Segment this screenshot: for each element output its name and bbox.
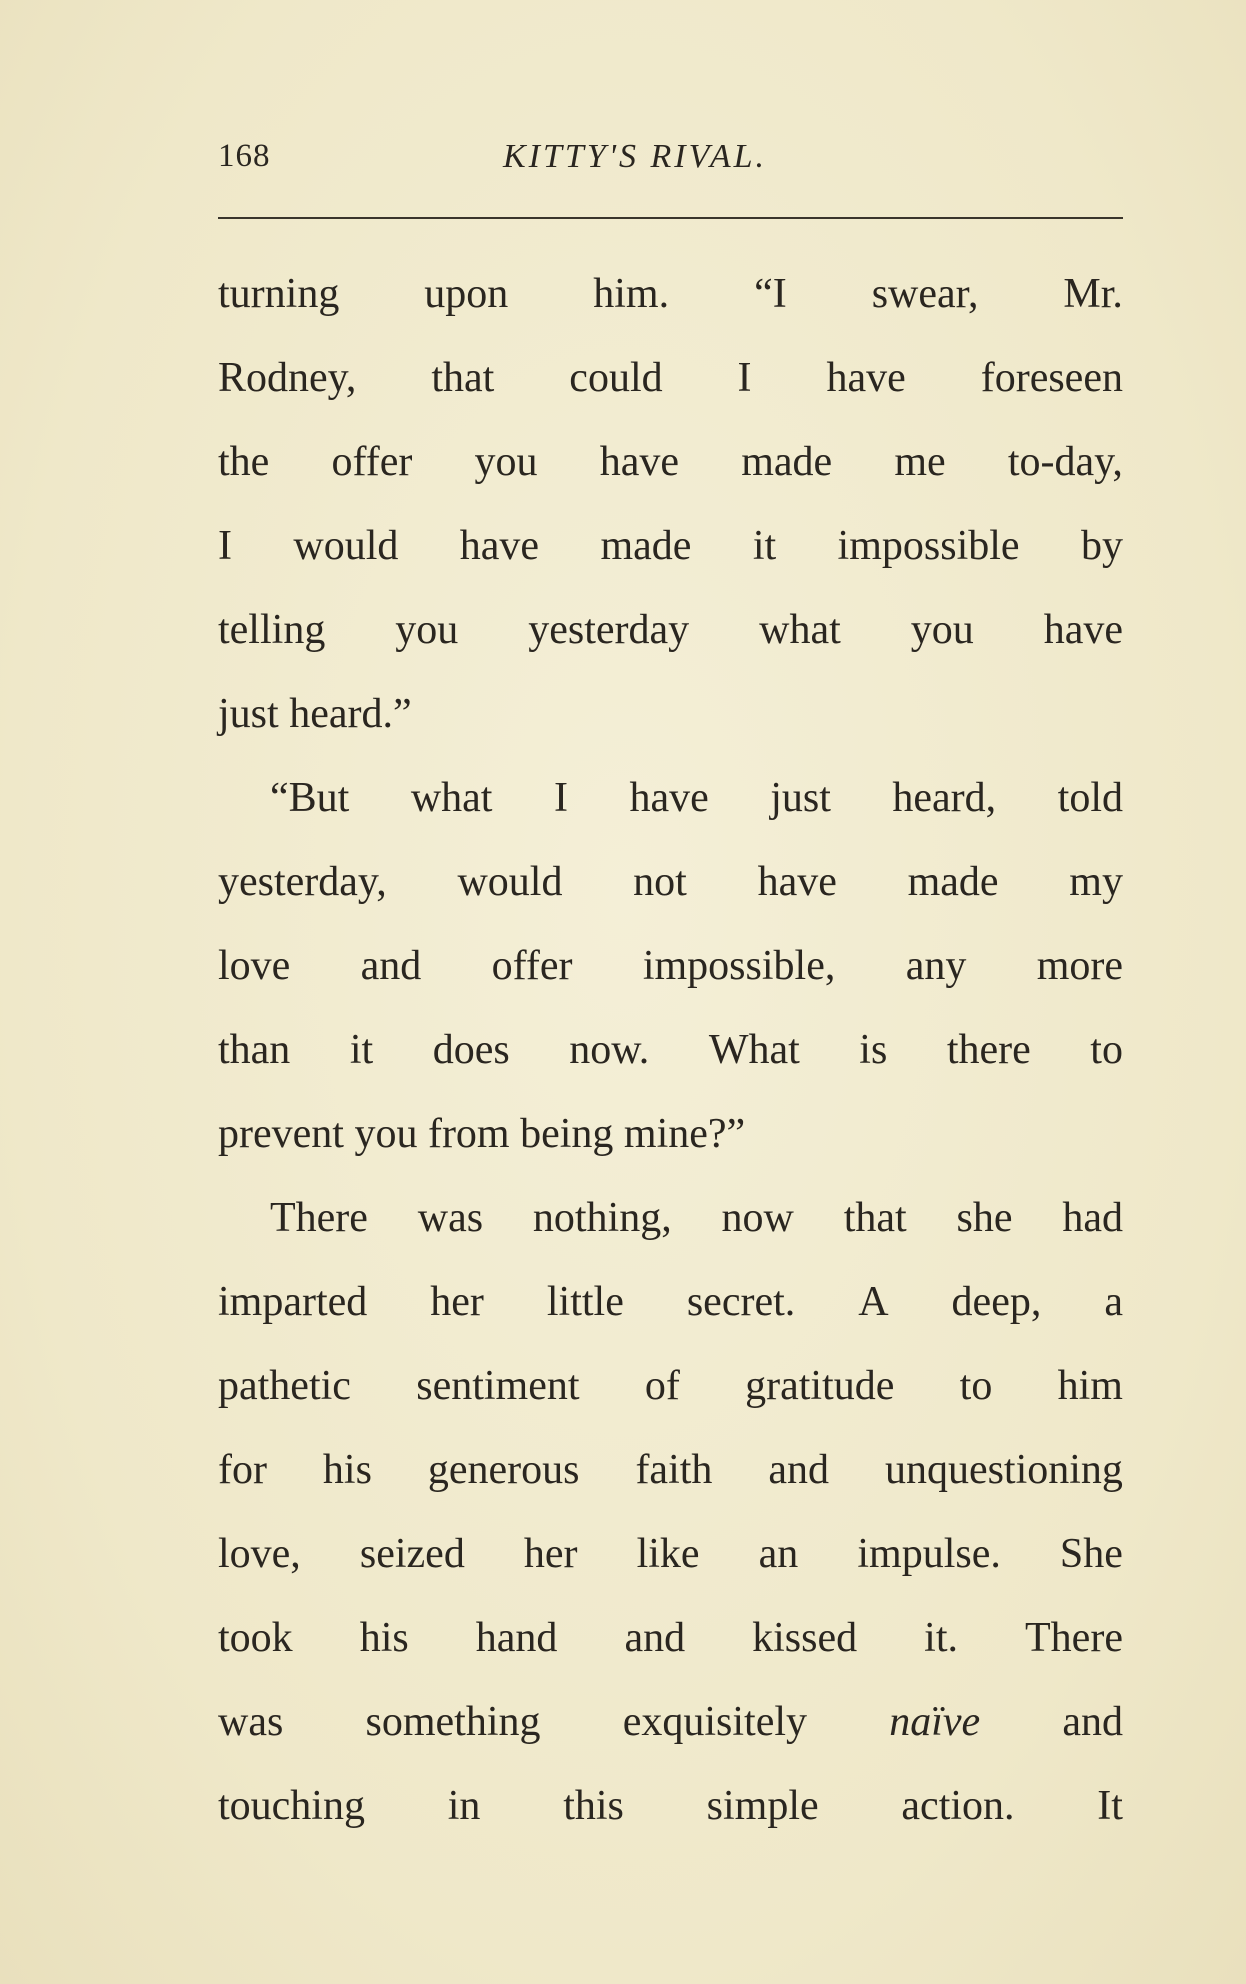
word: had bbox=[1062, 1195, 1123, 1241]
text-line bbox=[218, 1764, 1123, 1848]
word: have bbox=[629, 775, 709, 821]
word: offer bbox=[331, 439, 413, 485]
word: upon bbox=[424, 271, 509, 317]
word: and bbox=[1062, 1699, 1123, 1745]
word: of bbox=[644, 1363, 680, 1409]
word: you bbox=[474, 439, 538, 485]
word: you bbox=[910, 607, 974, 653]
word: hand bbox=[475, 1615, 558, 1661]
word: told bbox=[1057, 775, 1123, 821]
word: yesterday bbox=[528, 607, 690, 653]
word: would bbox=[293, 523, 399, 569]
word: to-day, bbox=[1007, 439, 1123, 485]
word: could bbox=[569, 355, 663, 401]
word: She bbox=[1059, 1531, 1123, 1577]
text-line bbox=[218, 1596, 1123, 1680]
word: any bbox=[905, 943, 967, 989]
word: have bbox=[1043, 607, 1123, 653]
text-line bbox=[218, 924, 1123, 1008]
word: prevent bbox=[218, 1111, 344, 1157]
word: foreseen bbox=[980, 355, 1123, 401]
word: have bbox=[599, 439, 680, 485]
word: she bbox=[956, 1195, 1013, 1241]
word: something bbox=[365, 1699, 541, 1745]
word: Mr. bbox=[1063, 271, 1123, 317]
word: you bbox=[354, 1111, 418, 1157]
word: the bbox=[218, 439, 270, 485]
word: I bbox=[218, 523, 232, 569]
text-line bbox=[218, 252, 1123, 336]
word: turning bbox=[218, 271, 340, 317]
word: I bbox=[737, 355, 752, 401]
word: It bbox=[1097, 1783, 1123, 1829]
word: yesterday, bbox=[218, 859, 387, 905]
text-line bbox=[218, 1008, 1123, 1092]
word: made bbox=[907, 859, 999, 905]
word: love, bbox=[218, 1531, 301, 1577]
word: impossible, bbox=[642, 943, 836, 989]
word: heard, bbox=[892, 775, 997, 821]
word: him. bbox=[593, 271, 670, 317]
word: this bbox=[563, 1783, 624, 1829]
word: little bbox=[546, 1279, 624, 1325]
word: “I bbox=[754, 271, 787, 317]
text-line bbox=[218, 840, 1123, 924]
word: is bbox=[859, 1027, 888, 1073]
word: generous bbox=[427, 1447, 580, 1493]
word: made bbox=[600, 523, 692, 569]
word: offer bbox=[491, 943, 573, 989]
word: that bbox=[843, 1195, 907, 1241]
word: that bbox=[431, 355, 495, 401]
page-number: 168 bbox=[218, 138, 271, 174]
word: exquisitely bbox=[622, 1699, 808, 1745]
text-line bbox=[218, 756, 1123, 840]
word: by bbox=[1080, 523, 1123, 569]
word: secret. bbox=[686, 1279, 796, 1325]
word: made bbox=[741, 439, 833, 485]
word: touching bbox=[218, 1783, 365, 1829]
word: have bbox=[757, 859, 837, 905]
word: was bbox=[417, 1195, 484, 1241]
word: action. bbox=[901, 1783, 1015, 1829]
word: not bbox=[633, 859, 687, 905]
text-line bbox=[218, 1428, 1123, 1512]
word: does bbox=[432, 1027, 510, 1073]
word: A bbox=[858, 1279, 889, 1325]
word: deep, bbox=[951, 1279, 1042, 1325]
word: from bbox=[427, 1111, 510, 1157]
word: his bbox=[359, 1615, 409, 1661]
word: swear, bbox=[871, 271, 979, 317]
word: There bbox=[270, 1195, 368, 1241]
word: I bbox=[553, 775, 568, 821]
word: being bbox=[520, 1111, 614, 1157]
word: him bbox=[1057, 1363, 1123, 1409]
word: unquestioning bbox=[884, 1447, 1123, 1493]
word: it bbox=[349, 1027, 374, 1073]
word: kissed bbox=[752, 1615, 858, 1661]
word: just bbox=[218, 691, 279, 737]
word: to bbox=[959, 1363, 993, 1409]
word: naïve bbox=[889, 1699, 981, 1745]
word: There bbox=[1025, 1615, 1123, 1661]
word: my bbox=[1069, 859, 1123, 905]
word: have bbox=[459, 523, 540, 569]
word: impulse. bbox=[857, 1531, 1001, 1577]
word: her bbox=[430, 1279, 484, 1325]
word: simple bbox=[706, 1783, 819, 1829]
word: just bbox=[770, 775, 831, 821]
text-line bbox=[218, 1680, 1123, 1764]
word: telling bbox=[218, 607, 326, 653]
word: and bbox=[624, 1615, 686, 1661]
word: now. bbox=[569, 1027, 650, 1073]
running-head bbox=[218, 138, 1123, 188]
word: have bbox=[826, 355, 906, 401]
word: heard.” bbox=[289, 691, 412, 737]
text-line bbox=[218, 1176, 1123, 1260]
word: was bbox=[218, 1699, 284, 1745]
word: would bbox=[457, 859, 563, 905]
word: pathetic bbox=[218, 1363, 351, 1409]
text-line bbox=[218, 1344, 1123, 1428]
text-line bbox=[218, 588, 1123, 672]
word: it. bbox=[924, 1615, 958, 1661]
word: his bbox=[322, 1447, 372, 1493]
running-title: KITTY'S RIVAL. bbox=[503, 138, 768, 175]
word: like bbox=[636, 1531, 700, 1577]
word: what bbox=[410, 775, 493, 821]
word: an bbox=[758, 1531, 799, 1577]
word: and bbox=[360, 943, 422, 989]
text-line bbox=[218, 336, 1123, 420]
word: now bbox=[721, 1195, 794, 1241]
word: you bbox=[395, 607, 459, 653]
header-rule bbox=[218, 217, 1123, 219]
word: sentiment bbox=[416, 1363, 580, 1409]
word: and bbox=[768, 1447, 829, 1493]
word: than bbox=[218, 1027, 291, 1073]
word: a bbox=[1104, 1279, 1123, 1325]
word: seized bbox=[359, 1531, 465, 1577]
word: more bbox=[1036, 943, 1123, 989]
text-line bbox=[218, 504, 1123, 588]
text-line bbox=[218, 672, 1123, 756]
word: me bbox=[894, 439, 946, 485]
word: mine?” bbox=[623, 1111, 746, 1157]
word: impossible bbox=[837, 523, 1020, 569]
word: faith bbox=[635, 1447, 713, 1493]
word: in bbox=[447, 1783, 481, 1829]
word: imparted bbox=[218, 1279, 368, 1325]
word: for bbox=[218, 1447, 267, 1493]
word: took bbox=[218, 1615, 293, 1661]
text-line bbox=[218, 1092, 1123, 1176]
word: gratitude bbox=[745, 1363, 895, 1409]
text-line bbox=[218, 1512, 1123, 1596]
text-line bbox=[218, 420, 1123, 504]
word: it bbox=[752, 523, 777, 569]
word: what bbox=[759, 607, 841, 653]
word: there bbox=[946, 1027, 1031, 1073]
word: love bbox=[218, 943, 291, 989]
word: Rodney, bbox=[218, 355, 357, 401]
word: to bbox=[1090, 1027, 1123, 1073]
body-text bbox=[218, 252, 1123, 1848]
word: her bbox=[523, 1531, 578, 1577]
word: What bbox=[708, 1027, 800, 1073]
text-line bbox=[218, 1260, 1123, 1344]
word: “But bbox=[270, 775, 350, 821]
word: nothing, bbox=[532, 1195, 672, 1241]
